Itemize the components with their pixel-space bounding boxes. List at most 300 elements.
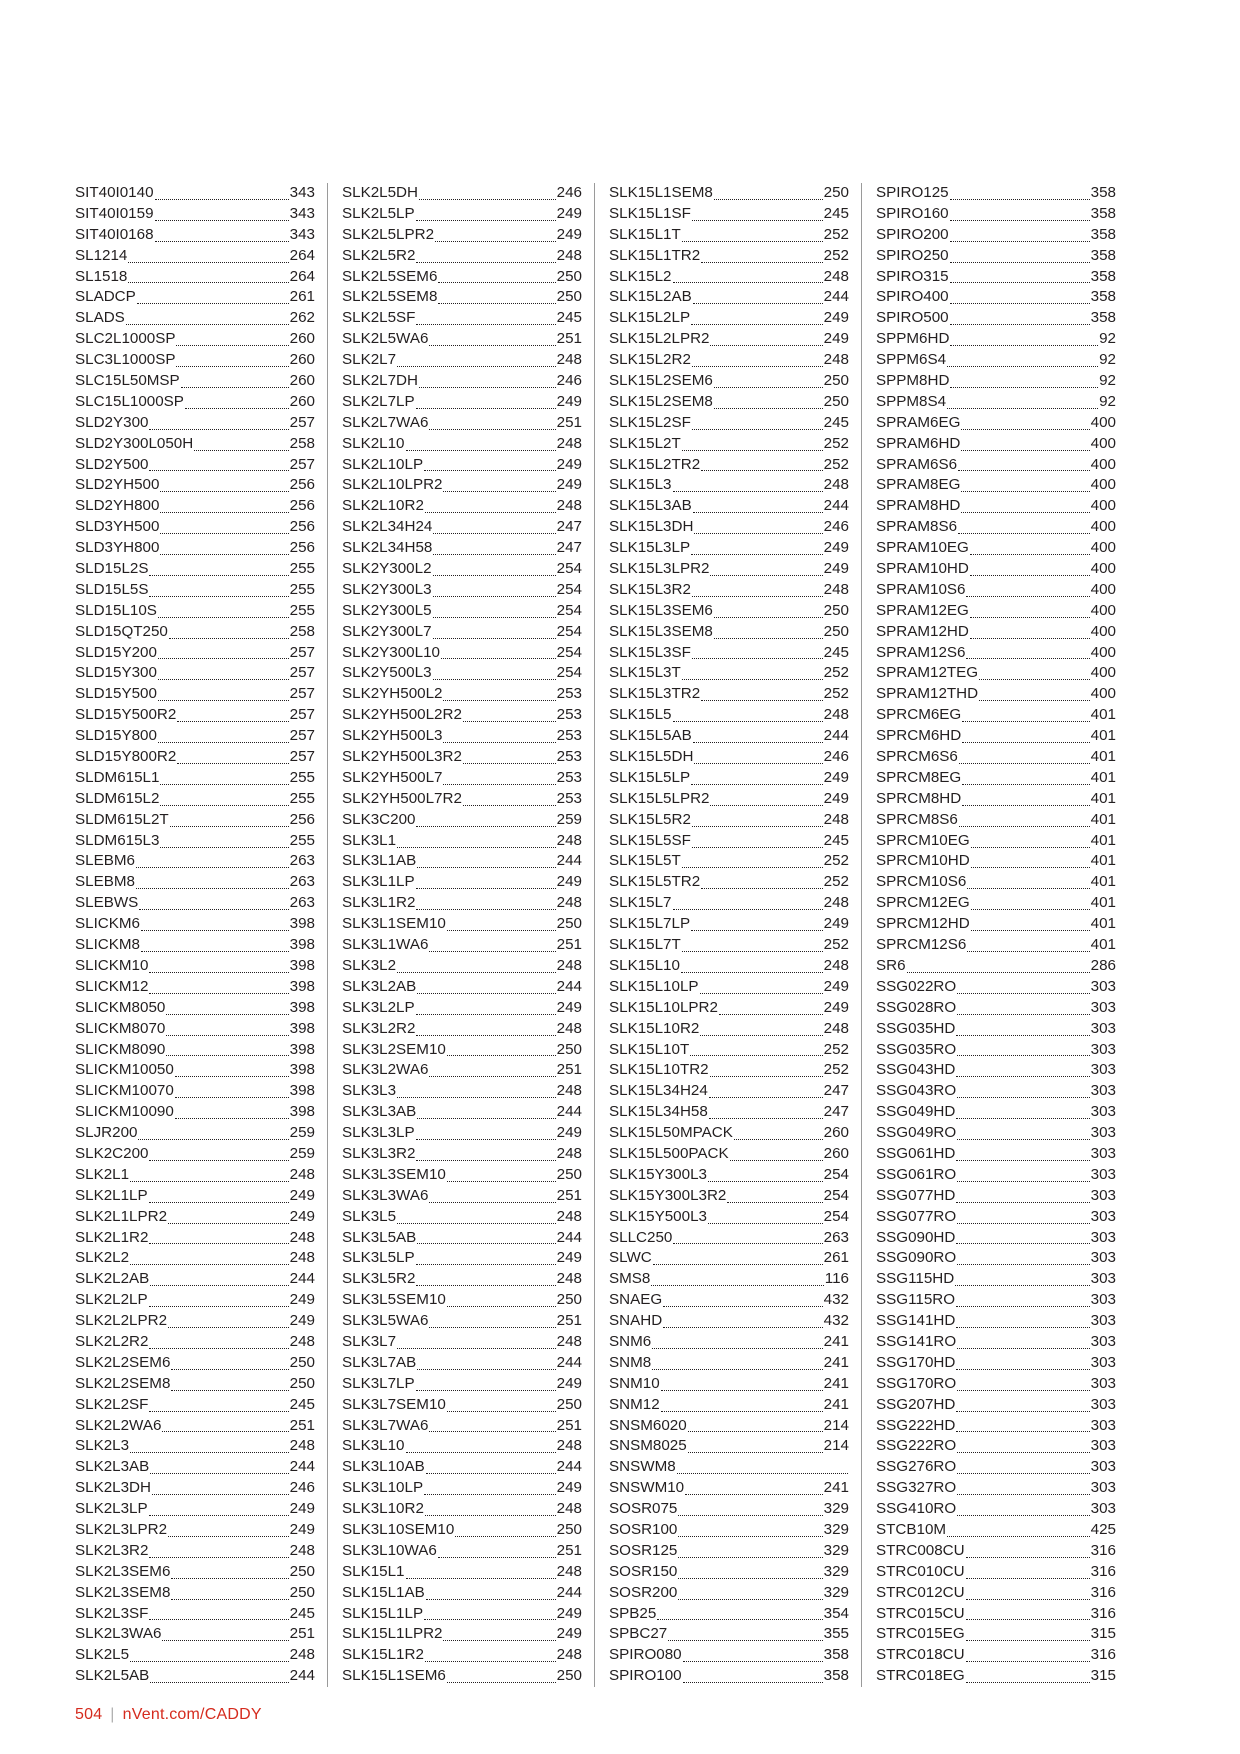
dot-leader [447, 1396, 556, 1412]
index-entry [609, 1374, 849, 1395]
part-number: SLK2L34H58 [342, 539, 433, 557]
part-number: SLD2Y300 [75, 413, 149, 431]
dot-leader [967, 873, 1089, 889]
index-entry [75, 1583, 315, 1604]
part-number: SSG222HD [876, 1416, 956, 1434]
index-entry [609, 956, 849, 977]
index-entry [876, 1040, 1116, 1061]
page-reference: 241 [823, 1479, 849, 1497]
dot-leader [443, 727, 555, 743]
site-link[interactable]: nVent.com/CADDY [122, 1706, 262, 1723]
page-reference: 248 [556, 1082, 582, 1100]
page-reference: 303 [1090, 1437, 1116, 1455]
index-entry [609, 1478, 849, 1499]
dot-leader [169, 623, 289, 639]
dot-leader [397, 957, 556, 973]
index-entry [609, 287, 849, 308]
index-entry [609, 1666, 849, 1687]
index-entry [75, 810, 315, 831]
index-entry [342, 183, 582, 204]
part-number: SLK2L5SEM8 [342, 288, 438, 306]
index-entry [609, 643, 849, 664]
index-entry [876, 329, 1116, 350]
dot-leader [416, 811, 555, 827]
dot-leader [136, 852, 289, 868]
dot-leader [970, 539, 1090, 555]
page-reference: 316 [1090, 1646, 1116, 1664]
part-number: SLK2L2LP [75, 1291, 148, 1309]
page-reference: 260 [289, 330, 315, 348]
page-reference: 249 [289, 1520, 315, 1538]
dot-leader [126, 309, 289, 325]
page-reference: 401 [1090, 768, 1116, 786]
part-number: SPRCM6S6 [876, 748, 958, 766]
index-entry [342, 1478, 582, 1499]
part-number: SPRCM8S6 [876, 810, 958, 828]
part-number: SLK3L1 [342, 831, 397, 849]
part-number: SLK2L1LPR2 [75, 1207, 168, 1225]
page-reference: 249 [823, 309, 849, 327]
part-number: SLK2L7WA6 [342, 413, 429, 431]
page-reference: 247 [556, 539, 582, 557]
part-number: SLK15L3R2 [609, 580, 691, 598]
dot-leader [181, 372, 289, 388]
dot-leader [653, 1249, 823, 1265]
page-reference: 248 [556, 831, 582, 849]
index-entry [876, 684, 1116, 705]
index-entry [75, 643, 315, 664]
dot-leader [150, 1667, 288, 1683]
part-number: SLWC [609, 1249, 652, 1267]
index-entry [342, 287, 582, 308]
index-entry [609, 789, 849, 810]
part-number: SLK15L3SEM8 [609, 622, 713, 640]
part-number: SPIRO160 [876, 204, 949, 222]
page-reference: 252 [823, 852, 849, 870]
part-number: SPIRO315 [876, 267, 949, 285]
dot-leader [168, 1208, 289, 1224]
part-number: SLK2L34H24 [342, 518, 433, 536]
dot-leader [166, 999, 288, 1015]
dot-leader [956, 1396, 1089, 1412]
part-number: SLJR200 [75, 1124, 138, 1142]
dot-leader [149, 1542, 288, 1558]
page-reference: 252 [823, 246, 849, 264]
page-reference: 248 [289, 1646, 315, 1664]
dot-leader [160, 790, 288, 806]
part-number: SLK2L2SF [75, 1395, 149, 1413]
dot-leader [701, 455, 822, 471]
part-number: SLD3YH800 [75, 539, 160, 557]
part-number: SPIRO100 [609, 1667, 682, 1685]
part-number: SSG035RO [876, 1040, 957, 1058]
page-reference: 251 [556, 1061, 582, 1079]
page-reference: 241 [823, 1332, 849, 1350]
index-entry [342, 496, 582, 517]
page-reference: 329 [823, 1583, 849, 1601]
dot-leader [433, 518, 555, 534]
part-number: SLDM615L3 [75, 831, 160, 849]
part-number: SLK3L1R2 [342, 894, 416, 912]
page-reference: 261 [289, 288, 315, 306]
page-reference: 250 [823, 392, 849, 410]
part-number: SLK2L7DH [342, 372, 418, 389]
dot-leader [971, 915, 1090, 931]
dot-leader [950, 184, 1090, 200]
dot-leader [417, 852, 555, 868]
page-reference: 249 [556, 225, 582, 243]
index-entry [609, 1416, 849, 1437]
part-number: SLD15L10S [75, 601, 157, 619]
dot-leader [700, 1020, 822, 1036]
page-reference: 400 [1090, 664, 1116, 682]
page-reference: 400 [1090, 601, 1116, 619]
page-reference: 303 [1090, 1186, 1116, 1204]
dot-leader [435, 226, 556, 242]
index-entry [75, 496, 315, 517]
index-entry [75, 684, 315, 705]
part-number: SLD15Y800R2 [75, 748, 177, 766]
part-number: SLK15L1TR2 [609, 246, 701, 264]
dot-leader [417, 1354, 555, 1370]
part-number: SLK3L5AB [342, 1228, 417, 1246]
dot-leader [397, 1208, 556, 1224]
dot-leader [685, 1479, 823, 1495]
index-entry [876, 1374, 1116, 1395]
dot-leader [137, 288, 289, 304]
part-number: SSG043RO [876, 1082, 957, 1100]
part-number: SLICKM6 [75, 915, 140, 933]
dot-leader [966, 1584, 1090, 1600]
dot-leader [426, 1458, 556, 1474]
part-number: SLK2L2SEM6 [75, 1353, 171, 1371]
page-reference: 260 [823, 1124, 849, 1142]
dot-leader [970, 602, 1090, 618]
index-entry [876, 893, 1116, 914]
page-reference: 249 [556, 998, 582, 1016]
dot-leader [966, 1625, 1090, 1641]
dot-leader [694, 518, 822, 534]
dot-leader [130, 1249, 289, 1265]
index-entry [342, 998, 582, 1019]
dot-leader [443, 769, 555, 785]
dot-leader [957, 1208, 1089, 1224]
part-number: SLK3L2SEM10 [342, 1040, 446, 1058]
page-reference: 256 [289, 497, 315, 515]
part-number: SLK2L1 [75, 1165, 130, 1183]
index-entry [609, 1499, 849, 1520]
part-number: SLDM615L2 [75, 789, 160, 807]
part-number: SLD15Y200 [75, 643, 157, 661]
part-number: SNSM8025 [609, 1437, 687, 1455]
part-number: SLK3L5SEM10 [342, 1291, 446, 1309]
part-number: SLK15L50MPACK [609, 1124, 733, 1142]
page-reference: 398 [289, 936, 315, 954]
page-reference: 303 [1090, 1207, 1116, 1225]
page-reference: 257 [289, 706, 315, 724]
index-entry [342, 371, 582, 392]
part-number: SLK2YH500L2R2 [342, 706, 462, 724]
page-reference: 249 [556, 873, 582, 891]
page-reference: 253 [556, 768, 582, 786]
dot-leader [416, 309, 555, 325]
page-reference: 249 [556, 455, 582, 473]
dot-leader [950, 372, 1098, 388]
index-entry [609, 1165, 849, 1186]
page-reference: 116 [824, 1270, 849, 1288]
part-number: SLICKM10090 [75, 1103, 174, 1121]
page-reference: 358 [1090, 309, 1116, 327]
part-number: SPRAM6HD [876, 434, 961, 452]
page-reference: 257 [289, 455, 315, 473]
part-number: SLK15L2T [609, 434, 681, 452]
part-number: SLICKM8070 [75, 1019, 166, 1037]
part-number: SLK3L7WA6 [342, 1416, 429, 1434]
page-reference: 250 [556, 1165, 582, 1183]
index-entry [609, 371, 849, 392]
index-entry [609, 977, 849, 998]
dot-leader [950, 330, 1098, 346]
part-number: SSG061RO [876, 1165, 957, 1183]
dot-leader [130, 1646, 289, 1662]
dot-leader [693, 727, 823, 743]
page-reference: 256 [289, 518, 315, 536]
page-reference: 248 [556, 497, 582, 515]
index-entry [75, 517, 315, 538]
part-number: SLK2L3R2 [75, 1541, 149, 1559]
index-entry [342, 977, 582, 998]
part-number: SLD15L2S [75, 560, 149, 578]
page-reference: 251 [556, 1416, 582, 1434]
dot-leader [957, 1166, 1089, 1182]
part-number: SPRAM8HD [876, 497, 961, 515]
part-number: SLK15L3T [609, 664, 681, 682]
dot-leader [397, 832, 556, 848]
dot-leader [150, 1458, 288, 1474]
part-number: SLK2L5LPR2 [342, 225, 435, 243]
page-reference: 248 [289, 1165, 315, 1183]
index-entry [609, 705, 849, 726]
part-number: SPRCM10HD [876, 852, 970, 870]
index-entry [609, 1436, 849, 1457]
part-number: SLC3L1000SP [75, 351, 176, 369]
index-entry [342, 350, 582, 371]
dot-leader [692, 205, 823, 221]
dot-leader [417, 1103, 555, 1119]
dot-leader [959, 811, 1090, 827]
part-number: SLK15L3LPR2 [609, 560, 710, 578]
dot-leader [175, 1103, 289, 1119]
index-entry [342, 914, 582, 935]
part-number: SLD15Y800 [75, 727, 157, 745]
dot-leader [424, 455, 556, 471]
part-number: SLK15L1SF [609, 204, 691, 222]
part-number: SLK15L5AB [609, 727, 692, 745]
index-entry [609, 893, 849, 914]
page-reference: 398 [289, 915, 315, 933]
page-reference: 252 [823, 1061, 849, 1079]
index-entry [75, 1457, 315, 1478]
page-reference: 254 [823, 1186, 849, 1204]
page-reference: 400 [1090, 497, 1116, 515]
dot-leader [438, 1542, 556, 1558]
index-entry [342, 475, 582, 496]
index-entry [75, 1165, 315, 1186]
part-number: SLK2L3DH [75, 1479, 151, 1497]
index-entry [609, 1019, 849, 1040]
index-entry [876, 1060, 1116, 1081]
index-entry [75, 1144, 315, 1165]
dot-leader [694, 748, 822, 764]
page-reference: 329 [823, 1541, 849, 1559]
dot-leader [678, 1500, 822, 1516]
part-number: SLK2Y300L5 [342, 601, 432, 619]
part-number: SLD2YH800 [75, 497, 160, 515]
index-entry [342, 329, 582, 350]
index-entry [75, 183, 315, 204]
index-entry [609, 747, 849, 768]
dot-leader [166, 1020, 288, 1036]
dot-leader [691, 309, 823, 325]
index-entry [75, 893, 315, 914]
dot-leader [692, 643, 823, 659]
part-number: SLK15L3SF [609, 643, 691, 661]
index-entry [609, 1562, 849, 1583]
dot-leader [171, 1375, 288, 1391]
part-number: SLK3L10LP [342, 1479, 424, 1497]
dot-leader [947, 351, 1098, 367]
part-number: SLICKM10 [75, 956, 149, 974]
index-entry [876, 977, 1116, 998]
part-number: SLD15QT250 [75, 622, 168, 640]
part-number: SLK15L5R2 [609, 810, 691, 828]
dot-leader [438, 267, 555, 283]
index-entry [876, 1436, 1116, 1457]
part-number: SPB25 [609, 1604, 657, 1622]
part-number: SLK3L1LP [342, 873, 415, 891]
part-number: SLICKM10070 [75, 1082, 174, 1100]
page-reference: 358 [823, 1646, 849, 1664]
index-entry [75, 1374, 315, 1395]
part-number: SLK15L2LPR2 [609, 330, 710, 348]
part-number: SLD15L5S [75, 580, 149, 598]
index-entry [342, 1457, 582, 1478]
dot-leader [957, 978, 1089, 994]
part-number: SIT40I0140 [75, 183, 154, 201]
page-reference: 316 [1090, 1562, 1116, 1580]
part-number: SNM8 [609, 1353, 652, 1371]
index-entry [75, 1060, 315, 1081]
index-entry [876, 956, 1116, 977]
index-entry [609, 580, 849, 601]
index-entry [609, 684, 849, 705]
page-reference: 244 [556, 1353, 582, 1371]
page-reference: 401 [1090, 727, 1116, 745]
part-number: SLK3L10SEM10 [342, 1520, 455, 1538]
part-number: SSG090RO [876, 1249, 957, 1267]
index-entry [876, 789, 1116, 810]
part-number: SLK3L1WA6 [342, 936, 429, 954]
dot-leader [168, 1521, 289, 1537]
dot-leader [962, 790, 1089, 806]
dot-leader [709, 1103, 823, 1119]
page-reference: 400 [1090, 560, 1116, 578]
dot-leader [447, 1040, 556, 1056]
index-entry [876, 643, 1116, 664]
dot-leader [438, 288, 555, 304]
index-entry [609, 1541, 849, 1562]
index-entry [342, 810, 582, 831]
dot-leader [419, 372, 556, 388]
dot-leader [966, 581, 1089, 597]
dot-leader [700, 978, 823, 994]
index-entry [609, 204, 849, 225]
page-reference: 400 [1090, 518, 1116, 536]
index-entry [609, 1290, 849, 1311]
part-number: SLK15L2 [609, 267, 672, 285]
dot-leader [957, 999, 1089, 1015]
page-reference: 248 [823, 894, 849, 912]
index-entry [876, 663, 1116, 684]
index-entry [342, 1353, 582, 1374]
page-reference: 214 [823, 1437, 849, 1455]
index-entry [876, 183, 1116, 204]
index-entry [609, 392, 849, 413]
dot-leader [966, 1542, 1090, 1558]
part-number: SNSWM8 [609, 1458, 676, 1476]
dot-leader [416, 393, 556, 409]
page-reference: 247 [823, 1082, 849, 1100]
part-number: SPRAM12S6 [876, 643, 966, 661]
part-number: SLK15L10 [609, 956, 680, 974]
index-entry [75, 204, 315, 225]
part-number: SLICKM8050 [75, 998, 166, 1016]
dot-leader [150, 1270, 288, 1286]
page-reference: 248 [556, 894, 582, 912]
part-number: STRC015CU [876, 1604, 965, 1622]
page-reference: 401 [1090, 894, 1116, 912]
part-number: SLK15L1SEM8 [609, 183, 713, 201]
page-reference: 245 [556, 309, 582, 327]
dot-leader [701, 685, 822, 701]
page-reference: 92 [1099, 330, 1116, 348]
index-entry [342, 831, 582, 852]
part-number: SLK3L3AB [342, 1103, 417, 1121]
part-number: SLK2L3SF [75, 1604, 149, 1622]
dot-leader [160, 518, 288, 534]
index-entry [609, 1457, 849, 1478]
dot-leader [956, 1312, 1089, 1328]
page-reference: 249 [823, 330, 849, 348]
dot-leader [950, 205, 1090, 221]
part-number: SLK2Y300L3 [342, 580, 432, 598]
index-entry [75, 1541, 315, 1562]
dot-leader [170, 811, 289, 827]
index-entry [876, 246, 1116, 267]
dot-leader [956, 1416, 1089, 1432]
dot-leader [158, 685, 289, 701]
index-entry [75, 977, 315, 998]
index-entry [876, 204, 1116, 225]
dot-leader [171, 1584, 288, 1600]
part-number: SLK15L500PACK [609, 1144, 729, 1162]
page-reference: 246 [823, 518, 849, 536]
page-reference: 214 [823, 1416, 849, 1434]
page-reference: 315 [1090, 1625, 1116, 1643]
index-entry [609, 559, 849, 580]
dot-leader [162, 1625, 288, 1641]
page-reference: 358 [1090, 204, 1116, 222]
